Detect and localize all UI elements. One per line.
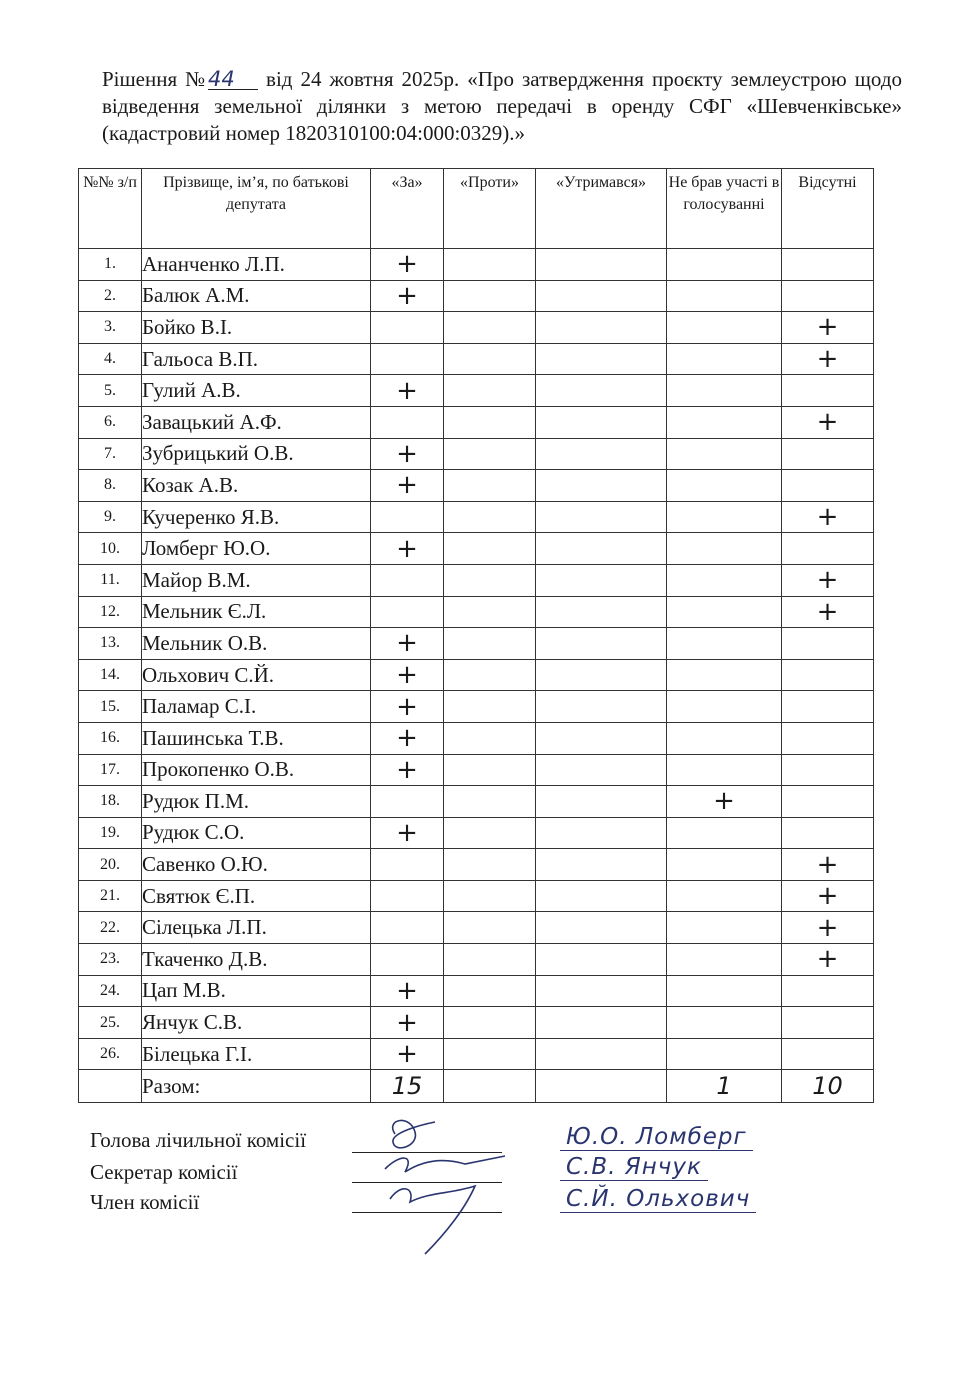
deputy-name: Гулий А.В. bbox=[142, 375, 371, 407]
table-row bbox=[79, 722, 874, 754]
row-number: 1. bbox=[79, 249, 142, 281]
table-row bbox=[79, 786, 874, 818]
vote-cell-for: + bbox=[371, 722, 444, 754]
table-row bbox=[79, 912, 874, 944]
vote-cell-not-voting bbox=[667, 438, 782, 470]
deputy-name: Ананченко Л.П. bbox=[142, 249, 371, 281]
vote-cell-absent bbox=[782, 533, 874, 565]
vote-cell-absent bbox=[782, 470, 874, 502]
table-row bbox=[79, 975, 874, 1007]
vote-cell-for: + bbox=[371, 438, 444, 470]
vote-cell-absent bbox=[782, 249, 874, 281]
row-number: 7. bbox=[79, 438, 142, 470]
deputy-name: Цап М.В. bbox=[142, 975, 371, 1007]
table-row bbox=[79, 659, 874, 691]
signature-role-secretary: Секретар комісії bbox=[90, 1160, 238, 1184]
row-number: 10. bbox=[79, 533, 142, 565]
vote-cell-abstain bbox=[536, 564, 667, 596]
vote-cell-absent: + bbox=[782, 564, 874, 596]
row-number: 4. bbox=[79, 343, 142, 375]
vote-cell-absent bbox=[782, 628, 874, 660]
vote-cell-for bbox=[371, 564, 444, 596]
vote-cell-absent bbox=[782, 659, 874, 691]
table-row bbox=[79, 1038, 874, 1070]
deputy-name: Балюк А.М. bbox=[142, 280, 371, 312]
total-not-voting: 1 bbox=[667, 1070, 782, 1103]
row-number: 18. bbox=[79, 786, 142, 818]
vote-cell-against bbox=[444, 912, 536, 944]
table-row bbox=[79, 596, 874, 628]
vote-cell-abstain bbox=[536, 722, 667, 754]
vote-cell-for: + bbox=[371, 817, 444, 849]
vote-cell-for: + bbox=[371, 691, 444, 723]
vote-cell-not-voting bbox=[667, 343, 782, 375]
vote-cell-abstain bbox=[536, 912, 667, 944]
row-number: 24. bbox=[79, 975, 142, 1007]
totals-label: Разом: bbox=[142, 1070, 371, 1103]
vote-cell-abstain bbox=[536, 533, 667, 565]
header-against: «Проти» bbox=[444, 169, 536, 249]
table-row bbox=[79, 501, 874, 533]
signature-name-member: С.Й. Ольхович bbox=[560, 1186, 756, 1213]
vote-cell-abstain bbox=[536, 375, 667, 407]
vote-cell-absent: + bbox=[782, 596, 874, 628]
row-number: 8. bbox=[79, 470, 142, 502]
table-row bbox=[79, 470, 874, 502]
row-number: 22. bbox=[79, 912, 142, 944]
deputy-name: Рудюк П.М. bbox=[142, 786, 371, 818]
vote-cell-for bbox=[371, 786, 444, 818]
vote-cell-against bbox=[444, 628, 536, 660]
vote-cell-for bbox=[371, 312, 444, 344]
vote-cell-absent: + bbox=[782, 501, 874, 533]
vote-cell-against bbox=[444, 786, 536, 818]
vote-cell-absent: + bbox=[782, 944, 874, 976]
vote-cell-not-voting bbox=[667, 691, 782, 723]
vote-cell-not-voting: + bbox=[667, 786, 782, 818]
decision-title: від 24 жовтня 2025р. «Про затвердження проєкту землеустрою щодо відведення земельної ділянки з метою передачі в оренду СФГ «Шевченківське» (кадастровий номер 1820310100:04:000:0329).» bbox=[102, 67, 902, 145]
vote-cell-absent bbox=[782, 691, 874, 723]
vote-cell-for bbox=[371, 849, 444, 881]
vote-cell-against bbox=[444, 596, 536, 628]
deputy-name: Святюк Є.П. bbox=[142, 880, 371, 912]
vote-cell-absent: + bbox=[782, 343, 874, 375]
deputy-name: Кучеренко Я.В. bbox=[142, 501, 371, 533]
table-row bbox=[79, 691, 874, 723]
vote-cell-absent bbox=[782, 817, 874, 849]
vote-cell-abstain bbox=[536, 659, 667, 691]
vote-cell-against bbox=[444, 975, 536, 1007]
vote-cell-absent bbox=[782, 1007, 874, 1039]
deputy-name: Майор В.М. bbox=[142, 564, 371, 596]
vote-cell-against bbox=[444, 1038, 536, 1070]
deputy-name: Ткаченко Д.В. bbox=[142, 944, 371, 976]
vote-cell-for bbox=[371, 912, 444, 944]
vote-cell-abstain bbox=[536, 312, 667, 344]
signature-name-chair: Ю.О. Ломберг bbox=[560, 1124, 753, 1151]
deputy-name: Гальоса В.П. bbox=[142, 343, 371, 375]
signature-role-member: Член комісії bbox=[90, 1190, 200, 1214]
vote-cell-for bbox=[371, 944, 444, 976]
table-row bbox=[79, 312, 874, 344]
vote-cell-abstain bbox=[536, 343, 667, 375]
vote-cell-for: + bbox=[371, 470, 444, 502]
vote-cell-not-voting bbox=[667, 312, 782, 344]
table-row bbox=[79, 754, 874, 786]
vote-cell-for: + bbox=[371, 280, 444, 312]
signature-name-secretary: С.В. Янчук bbox=[560, 1154, 708, 1181]
vote-cell-not-voting bbox=[667, 659, 782, 691]
vote-cell-not-voting bbox=[667, 975, 782, 1007]
vote-cell-for: + bbox=[371, 375, 444, 407]
table-row bbox=[79, 533, 874, 565]
vote-cell-not-voting bbox=[667, 944, 782, 976]
table-row bbox=[79, 880, 874, 912]
row-number: 2. bbox=[79, 280, 142, 312]
vote-cell-abstain bbox=[536, 470, 667, 502]
vote-cell-absent bbox=[782, 722, 874, 754]
vote-cell-not-voting bbox=[667, 880, 782, 912]
vote-cell-for: + bbox=[371, 1007, 444, 1039]
vote-cell-abstain bbox=[536, 438, 667, 470]
deputy-name: Козак А.В. bbox=[142, 470, 371, 502]
vote-cell-not-voting bbox=[667, 722, 782, 754]
header-num: №№ з/п bbox=[79, 169, 142, 249]
table-row bbox=[79, 249, 874, 281]
vote-cell-not-voting bbox=[667, 470, 782, 502]
vote-cell-against bbox=[444, 501, 536, 533]
vote-cell-for: + bbox=[371, 754, 444, 786]
vote-cell-absent: + bbox=[782, 312, 874, 344]
deputy-name: Бойко В.І. bbox=[142, 312, 371, 344]
vote-cell-abstain bbox=[536, 280, 667, 312]
vote-cell-against bbox=[444, 849, 536, 881]
deputy-name: Ломберг Ю.О. bbox=[142, 533, 371, 565]
vote-cell-against bbox=[444, 438, 536, 470]
vote-cell-not-voting bbox=[667, 249, 782, 281]
vote-cell-not-voting bbox=[667, 817, 782, 849]
vote-cell-absent: + bbox=[782, 849, 874, 881]
row-number: 20. bbox=[79, 849, 142, 881]
vote-table-body bbox=[79, 249, 874, 1070]
table-header-row bbox=[79, 169, 874, 249]
vote-cell-for bbox=[371, 501, 444, 533]
vote-cell-abstain bbox=[536, 691, 667, 723]
vote-cell-abstain bbox=[536, 596, 667, 628]
vote-cell-abstain bbox=[536, 1007, 667, 1039]
deputy-name: Мельник Є.Л. bbox=[142, 596, 371, 628]
vote-cell-for: + bbox=[371, 975, 444, 1007]
row-number: 3. bbox=[79, 312, 142, 344]
total-for: 15 bbox=[371, 1070, 444, 1103]
deputy-name: Прокопенко О.В. bbox=[142, 754, 371, 786]
row-number: 15. bbox=[79, 691, 142, 723]
row-number: 9. bbox=[79, 501, 142, 533]
row-number: 19. bbox=[79, 817, 142, 849]
vote-cell-absent bbox=[782, 754, 874, 786]
vote-cell-abstain bbox=[536, 944, 667, 976]
vote-cell-not-voting bbox=[667, 596, 782, 628]
vote-cell-not-voting bbox=[667, 406, 782, 438]
vote-cell-abstain bbox=[536, 849, 667, 881]
table-row bbox=[79, 944, 874, 976]
vote-cell-absent bbox=[782, 1038, 874, 1070]
vote-cell-against bbox=[444, 343, 536, 375]
vote-cell-abstain bbox=[536, 628, 667, 660]
decision-prefix: Рішення № bbox=[102, 67, 208, 91]
vote-cell-against bbox=[444, 817, 536, 849]
vote-cell-against bbox=[444, 722, 536, 754]
vote-cell-for: + bbox=[371, 249, 444, 281]
vote-cell-abstain bbox=[536, 501, 667, 533]
deputy-name: Савенко О.Ю. bbox=[142, 849, 371, 881]
vote-cell-absent: + bbox=[782, 406, 874, 438]
vote-table bbox=[78, 168, 874, 1103]
header-name: Прізвище, ім’я, по батькові депутата bbox=[142, 169, 371, 249]
handwritten-signatures-image bbox=[355, 1114, 525, 1264]
vote-cell-not-voting bbox=[667, 564, 782, 596]
vote-cell-absent bbox=[782, 438, 874, 470]
table-row bbox=[79, 406, 874, 438]
decision-header bbox=[102, 66, 902, 147]
vote-cell-against bbox=[444, 1007, 536, 1039]
deputy-name: Білецька Г.І. bbox=[142, 1038, 371, 1070]
row-number: 17. bbox=[79, 754, 142, 786]
vote-cell-not-voting bbox=[667, 533, 782, 565]
vote-cell-against bbox=[444, 375, 536, 407]
vote-cell-against bbox=[444, 880, 536, 912]
vote-cell-absent: + bbox=[782, 912, 874, 944]
total-abstain bbox=[536, 1070, 667, 1103]
vote-cell-for bbox=[371, 880, 444, 912]
vote-cell-not-voting bbox=[667, 912, 782, 944]
row-number: 25. bbox=[79, 1007, 142, 1039]
signature-block bbox=[90, 1124, 850, 1264]
vote-cell-against bbox=[444, 406, 536, 438]
deputy-name: Паламар С.І. bbox=[142, 691, 371, 723]
row-number: 5. bbox=[79, 375, 142, 407]
row-number: 23. bbox=[79, 944, 142, 976]
total-against bbox=[444, 1070, 536, 1103]
vote-cell-not-voting bbox=[667, 375, 782, 407]
deputy-name: Рудюк С.О. bbox=[142, 817, 371, 849]
table-row bbox=[79, 628, 874, 660]
vote-cell-abstain bbox=[536, 249, 667, 281]
vote-cell-absent bbox=[782, 375, 874, 407]
vote-cell-for: + bbox=[371, 659, 444, 691]
vote-cell-abstain bbox=[536, 1038, 667, 1070]
table-row bbox=[79, 438, 874, 470]
total-absent: 10 bbox=[782, 1070, 874, 1103]
vote-cell-against bbox=[444, 312, 536, 344]
table-row bbox=[79, 343, 874, 375]
vote-cell-abstain bbox=[536, 786, 667, 818]
header-not-voting: Не брав участі в голосуванні bbox=[667, 169, 782, 249]
deputy-name: Пашинська Т.В. bbox=[142, 722, 371, 754]
vote-cell-for bbox=[371, 343, 444, 375]
vote-cell-not-voting bbox=[667, 1038, 782, 1070]
vote-cell-not-voting bbox=[667, 754, 782, 786]
vote-cell-abstain bbox=[536, 817, 667, 849]
vote-cell-not-voting bbox=[667, 628, 782, 660]
totals-row bbox=[79, 1070, 874, 1103]
vote-cell-absent bbox=[782, 975, 874, 1007]
deputy-name: Сілецька Л.П. bbox=[142, 912, 371, 944]
vote-cell-against bbox=[444, 691, 536, 723]
vote-cell-against bbox=[444, 659, 536, 691]
row-number: 13. bbox=[79, 628, 142, 660]
vote-cell-against bbox=[444, 470, 536, 502]
table-row bbox=[79, 817, 874, 849]
row-number: 16. bbox=[79, 722, 142, 754]
vote-cell-for: + bbox=[371, 533, 444, 565]
vote-cell-against bbox=[444, 249, 536, 281]
table-row bbox=[79, 849, 874, 881]
signature-role-chair: Голова лічильної комісії bbox=[90, 1128, 307, 1152]
deputy-name: Янчук С.В. bbox=[142, 1007, 371, 1039]
vote-cell-absent: + bbox=[782, 880, 874, 912]
deputy-name: Завацький А.Ф. bbox=[142, 406, 371, 438]
vote-cell-abstain bbox=[536, 880, 667, 912]
deputy-name: Ольхович С.Й. bbox=[142, 659, 371, 691]
deputy-name: Зубрицький О.В. bbox=[142, 438, 371, 470]
deputy-name: Мельник О.В. bbox=[142, 628, 371, 660]
row-number: 6. bbox=[79, 406, 142, 438]
vote-cell-for bbox=[371, 596, 444, 628]
vote-cell-abstain bbox=[536, 406, 667, 438]
vote-cell-not-voting bbox=[667, 1007, 782, 1039]
header-absent: Відсутні bbox=[782, 169, 874, 249]
vote-cell-not-voting bbox=[667, 501, 782, 533]
row-number: 26. bbox=[79, 1038, 142, 1070]
totals-empty-cell bbox=[79, 1070, 142, 1103]
row-number: 21. bbox=[79, 880, 142, 912]
vote-cell-for bbox=[371, 406, 444, 438]
decision-number: 44 bbox=[208, 69, 258, 90]
vote-cell-against bbox=[444, 533, 536, 565]
vote-cell-not-voting bbox=[667, 849, 782, 881]
row-number: 11. bbox=[79, 564, 142, 596]
table-row bbox=[79, 375, 874, 407]
row-number: 14. bbox=[79, 659, 142, 691]
vote-cell-abstain bbox=[536, 975, 667, 1007]
table-row bbox=[79, 1007, 874, 1039]
vote-cell-abstain bbox=[536, 754, 667, 786]
table-row bbox=[79, 564, 874, 596]
vote-cell-against bbox=[444, 754, 536, 786]
table-row bbox=[79, 280, 874, 312]
vote-cell-for: + bbox=[371, 628, 444, 660]
vote-cell-against bbox=[444, 280, 536, 312]
vote-cell-absent bbox=[782, 786, 874, 818]
header-abstain: «Утримався» bbox=[536, 169, 667, 249]
header-for: «За» bbox=[371, 169, 444, 249]
vote-cell-not-voting bbox=[667, 280, 782, 312]
vote-cell-absent bbox=[782, 280, 874, 312]
vote-cell-against bbox=[444, 944, 536, 976]
row-number: 12. bbox=[79, 596, 142, 628]
vote-cell-for: + bbox=[371, 1038, 444, 1070]
vote-cell-against bbox=[444, 564, 536, 596]
